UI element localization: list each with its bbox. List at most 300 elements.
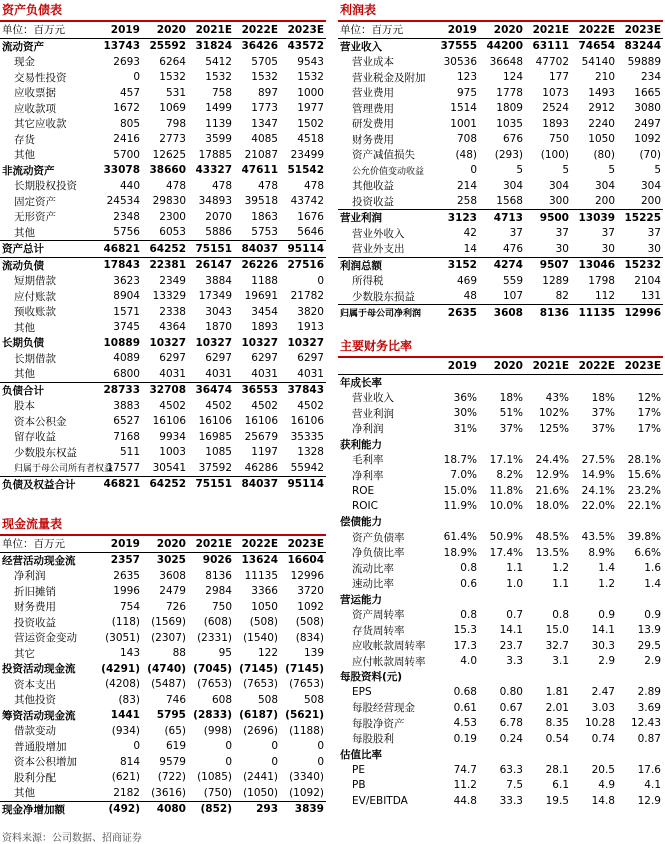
row-label: 借款变动 <box>14 725 56 738</box>
cell-value: 0.8 <box>552 608 569 621</box>
cell-value: 5 <box>516 164 523 177</box>
row-label: 营运能力 <box>340 593 382 606</box>
row-label: 股利分配 <box>14 771 56 784</box>
cell-value: 26147 <box>188 257 234 273</box>
row-label: 应收票据 <box>14 87 56 100</box>
cell-value: 25592 <box>149 40 186 53</box>
table-row <box>0 584 326 600</box>
cell-value: 7.5 <box>506 779 523 792</box>
cell-value: 6297 <box>205 352 232 365</box>
row-label: 应付账款 <box>14 290 56 303</box>
unit-label: 单位：百万元 <box>0 22 96 38</box>
cell-value: (1092) <box>289 786 324 799</box>
cell-value: 0.9 <box>598 608 615 621</box>
cell-value: 9579 <box>159 755 186 768</box>
cell-value: 43.5% <box>581 531 615 544</box>
cell-value: 9934 <box>159 430 186 443</box>
cell-value: 107 <box>502 290 523 303</box>
cell-value: 1035 <box>496 117 523 130</box>
table-row <box>0 398 326 414</box>
row-label: 应付帐款周转率 <box>352 655 426 668</box>
cell-value: 608 <box>211 693 232 706</box>
table-row <box>338 483 663 499</box>
cell-value <box>433 374 479 390</box>
table-row <box>338 132 663 148</box>
cell-value: 44200 <box>486 40 523 53</box>
table-row <box>338 747 663 763</box>
cell-value: 9543 <box>297 55 324 68</box>
cell-value: 31824 <box>195 40 232 53</box>
cell-value: (492) <box>96 801 142 817</box>
table-row <box>0 101 326 117</box>
cell-value: 1.81 <box>545 686 569 699</box>
cell-value: 304 <box>640 179 661 192</box>
cell-value <box>571 747 617 763</box>
cell-value: 11.2 <box>453 779 477 792</box>
cell-value: 25679 <box>244 430 278 443</box>
cell-value: 1502 <box>297 117 324 130</box>
cell-value: 4502 <box>297 399 324 412</box>
cell-value: 21782 <box>290 290 324 303</box>
cell-value: 814 <box>119 755 140 768</box>
cell-value: 6297 <box>159 352 186 365</box>
cell-value: 17843 <box>96 257 142 273</box>
cell-value: 1441 <box>110 709 140 722</box>
table-row <box>0 785 326 801</box>
cell-value: 508 <box>303 693 324 706</box>
table-row <box>338 101 663 117</box>
cell-value: (1569) <box>151 616 186 629</box>
cell-value: 39.8% <box>627 531 661 544</box>
cell-value: 12996 <box>617 305 663 321</box>
row-label: 研发费用 <box>352 118 394 131</box>
cell-value: 975 <box>456 86 477 99</box>
cell-value: 43742 <box>290 195 324 208</box>
cell-value: 17.4% <box>489 546 523 559</box>
cell-value: 0.8 <box>460 608 477 621</box>
row-label: 短期借款 <box>14 275 56 288</box>
cell-value: 75151 <box>188 241 234 258</box>
table-row <box>338 561 663 577</box>
row-label: EPS <box>352 686 372 699</box>
row-label: 营业利润 <box>352 407 394 420</box>
cell-value <box>433 747 479 763</box>
year-header: 2019 <box>433 22 479 38</box>
cell-value: 15.6% <box>627 469 661 482</box>
income-panel <box>338 0 663 321</box>
table-row <box>0 85 326 101</box>
row-label: ROIC <box>352 500 378 513</box>
year-header: 2020 <box>142 22 188 38</box>
row-label: 净利润 <box>352 423 384 436</box>
table-row <box>338 38 663 54</box>
cell-value <box>617 669 663 685</box>
cell-value: 83244 <box>624 40 661 53</box>
cell-value: 1773 <box>251 102 278 115</box>
row-label: 其他 <box>14 787 35 800</box>
cell-value: 28.1% <box>627 453 661 466</box>
cell-value: (2696) <box>243 724 278 737</box>
cell-value: 43% <box>545 391 569 404</box>
cell-value: (722) <box>157 771 186 784</box>
cell-value: 2357 <box>110 554 140 567</box>
cell-value: 1092 <box>297 600 324 613</box>
table-row <box>0 241 326 258</box>
row-label: EV/EBITDA <box>352 794 408 807</box>
cell-value: 13039 <box>571 210 617 226</box>
cell-value: 1085 <box>205 446 232 459</box>
year-header: 2019 <box>96 536 142 552</box>
row-label: 其他 <box>14 149 35 162</box>
cell-value: 11.8% <box>489 484 523 497</box>
cell-value: 17885 <box>198 148 232 161</box>
cell-value: 4502 <box>251 399 278 412</box>
cell-value: 0.61 <box>453 701 477 714</box>
cell-value: 3.3 <box>506 655 523 668</box>
row-label: 其他 <box>14 368 35 381</box>
table-row <box>338 731 663 747</box>
cell-value: 508 <box>257 693 278 706</box>
cell-value: 1347 <box>251 117 278 130</box>
cell-value: 10.28 <box>584 717 615 730</box>
cell-value: 3720 <box>297 585 324 598</box>
table-row <box>338 116 663 132</box>
cell-value: 18.7% <box>443 453 477 466</box>
cell-value: 23.2% <box>627 484 661 497</box>
cell-value: (3051) <box>105 631 140 644</box>
row-label: 营业收入 <box>352 392 394 405</box>
cell-value: 1092 <box>634 133 661 146</box>
cell-value: 6527 <box>113 415 140 428</box>
cell-value: 1000 <box>297 86 324 99</box>
cell-value: 47611 <box>241 164 278 177</box>
table-row <box>0 382 326 398</box>
row-label: 管理费用 <box>352 102 394 115</box>
cash-flow-title: 现金流量表 <box>0 514 326 536</box>
year-header: 2022E <box>234 22 280 38</box>
cell-value: 125% <box>538 422 569 435</box>
row-label: 少数股东权益 <box>14 446 77 459</box>
row-label: 财务费用 <box>14 601 56 614</box>
row-label: 普通股增加 <box>14 740 67 753</box>
cell-value: 4518 <box>297 133 324 146</box>
cell-value: 2912 <box>588 102 615 115</box>
cell-value: (7653) <box>197 678 232 691</box>
cell-value: 16106 <box>152 415 186 428</box>
cell-value: 1778 <box>496 86 523 99</box>
table-row <box>0 801 326 817</box>
row-label: 净利率 <box>352 469 384 482</box>
cell-value: 1.4 <box>598 562 615 575</box>
cell-value: 6297 <box>297 352 324 365</box>
cell-value: 1798 <box>588 274 615 287</box>
cell-value: 3123 <box>433 210 479 226</box>
cell-value: 51542 <box>287 164 324 177</box>
cell-value: (852) <box>188 801 234 817</box>
row-label: 净负债比率 <box>352 547 405 560</box>
row-label: 营业税金及附加 <box>352 71 426 84</box>
row-label: 年成长率 <box>340 376 382 389</box>
cell-value <box>525 592 571 608</box>
table-row <box>338 716 663 732</box>
cell-value: 9507 <box>525 257 571 273</box>
cell-value <box>479 514 525 530</box>
table-row <box>0 320 326 336</box>
table-row <box>0 692 326 708</box>
cell-value: 22.0% <box>581 500 615 513</box>
table-row <box>338 685 663 701</box>
cell-value: 2.89 <box>637 686 661 699</box>
table-row <box>338 576 663 592</box>
cell-value: 3.03 <box>591 701 615 714</box>
row-label: 资产总计 <box>0 241 96 258</box>
cell-value: 1069 <box>159 102 186 115</box>
row-label: 估值比率 <box>340 748 382 761</box>
cell-value: 1197 <box>251 446 278 459</box>
cell-value: 3608 <box>159 569 186 582</box>
cell-value: 36648 <box>489 55 523 68</box>
cell-value: 2.9 <box>598 655 615 668</box>
cell-value: 200 <box>594 195 615 208</box>
cell-value: 304 <box>502 179 523 192</box>
cell-value: 15.0% <box>443 484 477 497</box>
table-row <box>0 289 326 305</box>
cell-value: 478 <box>303 179 324 192</box>
row-label: 营业利润 <box>338 210 433 226</box>
cell-value: 20.5 <box>591 763 615 776</box>
cell-value: 28733 <box>96 382 142 398</box>
cell-value: 4089 <box>113 352 140 365</box>
cell-value: 59889 <box>627 55 661 68</box>
cell-value: 36474 <box>188 382 234 398</box>
table-row <box>0 366 326 382</box>
cell-value <box>571 514 617 530</box>
cell-value: 122 <box>257 647 278 660</box>
cell-value: 2348 <box>113 210 140 223</box>
cell-value: 3043 <box>205 305 232 318</box>
cell-value: 46821 <box>96 241 142 258</box>
cell-value: (65) <box>164 724 186 737</box>
row-label: 负债合计 <box>0 382 96 398</box>
cell-value: 2416 <box>113 133 140 146</box>
cell-value: 1893 <box>251 321 278 334</box>
row-label: 存货 <box>14 133 35 146</box>
row-label: 资产减值损失 <box>352 149 415 162</box>
cell-value: 16985 <box>198 430 232 443</box>
table-row <box>0 257 326 273</box>
cell-value: 4080 <box>142 801 188 817</box>
table-row <box>0 273 326 289</box>
year-header: 2021E <box>188 536 234 552</box>
cell-value: 27516 <box>280 257 326 273</box>
cell-value: 15232 <box>617 257 663 273</box>
cell-value: 31% <box>453 422 477 435</box>
row-label: 每股股利 <box>352 733 394 746</box>
cell-value: 29830 <box>152 195 186 208</box>
table-row <box>0 661 326 677</box>
table-row <box>338 178 663 194</box>
cell-value: 478 <box>211 179 232 192</box>
cell-value: 3608 <box>479 305 525 321</box>
cell-value: 7.0% <box>450 469 477 482</box>
cell-value: 12% <box>637 391 661 404</box>
year-header: 2022E <box>234 536 280 552</box>
cell-value: 7168 <box>113 430 140 443</box>
table-row <box>0 445 326 461</box>
table-row <box>0 615 326 631</box>
table-row <box>0 599 326 615</box>
table-row <box>338 778 663 794</box>
cell-value: 750 <box>548 133 569 146</box>
cell-value <box>525 514 571 530</box>
cell-value: (7145) <box>285 662 324 675</box>
cell-value: 2773 <box>159 133 186 146</box>
cell-value: 10327 <box>149 336 186 349</box>
row-label: 利润总额 <box>338 257 433 273</box>
cell-value: (118) <box>111 616 140 629</box>
table-row <box>338 499 663 515</box>
cell-value: 17349 <box>198 290 232 303</box>
cell-value: 30 <box>647 242 661 255</box>
row-label: 少数股东损益 <box>352 290 415 303</box>
cell-value: 6264 <box>159 55 186 68</box>
table-row <box>338 700 663 716</box>
cell-value: 95114 <box>280 476 326 492</box>
cell-value: 0 <box>317 740 324 753</box>
cell-value: 4502 <box>159 399 186 412</box>
cell-value: 63.3 <box>499 763 523 776</box>
unit-label: 单位：百万元 <box>0 536 96 552</box>
cell-value: 4031 <box>251 367 278 380</box>
cell-value: (3616) <box>151 786 186 799</box>
cell-value: 26226 <box>234 257 280 273</box>
cell-value: (7045) <box>193 662 232 675</box>
cell-value: 88 <box>172 647 186 660</box>
cell-value: (5621) <box>285 709 324 722</box>
table-row <box>0 163 326 179</box>
cell-value: 0 <box>133 740 140 753</box>
cell-value: 10327 <box>287 336 324 349</box>
cell-value: 4274 <box>479 257 525 273</box>
row-label: 速动比率 <box>352 578 394 591</box>
cell-value: 3080 <box>634 102 661 115</box>
cell-value: 0.24 <box>499 732 523 745</box>
cell-value: 4.0 <box>460 655 477 668</box>
cell-value <box>617 514 663 530</box>
cell-value: 44.8 <box>453 794 477 807</box>
cell-value: 3839 <box>280 801 326 817</box>
row-label: 非流动资产 <box>2 164 55 177</box>
cell-value: (7145) <box>239 662 278 675</box>
table-row <box>338 592 663 608</box>
cell-value: 5700 <box>113 148 140 161</box>
cell-value: 1977 <box>297 102 324 115</box>
row-label: 投资活动现金流 <box>2 663 76 676</box>
cell-value: 8.2% <box>496 469 523 482</box>
cell-value: 13046 <box>571 257 617 273</box>
cell-value <box>617 374 663 390</box>
cell-value <box>479 437 525 453</box>
cell-value: 13329 <box>152 290 186 303</box>
cell-value: 1050 <box>588 133 615 146</box>
table-row <box>0 351 326 367</box>
table-row <box>338 241 663 257</box>
cell-value: 476 <box>502 242 523 255</box>
cell-value: 32708 <box>142 382 188 398</box>
cash-flow-panel <box>0 514 326 817</box>
row-label: 投资收益 <box>14 616 56 629</box>
table-row <box>338 289 663 305</box>
table-row <box>338 654 663 670</box>
cell-value: 798 <box>165 117 186 130</box>
cell-value: 4713 <box>479 210 525 226</box>
cell-value: 3.1 <box>552 655 569 668</box>
table-row <box>0 723 326 739</box>
cell-value: 33.3 <box>499 794 523 807</box>
cell-value: 1568 <box>496 195 523 208</box>
row-label: 资本公积金 <box>14 415 67 428</box>
cell-value: (3340) <box>289 771 324 784</box>
cell-value: 18% <box>591 391 615 404</box>
table-row <box>0 304 326 320</box>
cell-value: 12996 <box>290 569 324 582</box>
row-label: 折旧摊销 <box>14 585 56 598</box>
cell-value: 13.5% <box>535 546 569 559</box>
cell-value: 2.47 <box>591 686 615 699</box>
cell-value: 5 <box>654 164 661 177</box>
cell-value: (4208) <box>105 678 140 691</box>
cell-value: (508) <box>295 616 324 629</box>
table-row <box>338 545 663 561</box>
table-header-row <box>0 22 326 38</box>
table-row <box>338 530 663 546</box>
cell-value: 0 <box>271 755 278 768</box>
cell-value: 6297 <box>251 352 278 365</box>
cell-value: (508) <box>249 616 278 629</box>
row-label: 流动比率 <box>352 562 394 575</box>
cell-value: 478 <box>165 179 186 192</box>
cell-value: 34893 <box>198 195 232 208</box>
table-row <box>0 225 326 241</box>
table-row <box>0 429 326 445</box>
cell-value: 54140 <box>581 55 615 68</box>
cell-value: 124 <box>502 71 523 84</box>
table-row <box>338 163 663 179</box>
table-row <box>0 116 326 132</box>
cell-value: 29.5 <box>637 639 661 652</box>
cell-value: 33078 <box>103 164 140 177</box>
row-label: 流动负债 <box>0 257 96 273</box>
cell-value: 74.7 <box>453 763 477 776</box>
table-row <box>338 669 663 685</box>
cell-value: 28.1 <box>545 763 569 776</box>
row-label: 负债及权益合计 <box>0 476 96 492</box>
cell-value: 1328 <box>297 446 324 459</box>
cell-value: 22.1% <box>627 500 661 513</box>
cell-value: (6187) <box>239 709 278 722</box>
cell-value: (80) <box>593 148 615 161</box>
cell-value: 0 <box>317 274 324 287</box>
cell-value: 63111 <box>532 40 569 53</box>
cell-value: (2331) <box>197 631 232 644</box>
cell-value: 210 <box>594 71 615 84</box>
cell-value: 1.2 <box>552 562 569 575</box>
cell-value <box>433 669 479 685</box>
row-label: ROE <box>352 484 375 497</box>
cell-value: 5 <box>562 164 569 177</box>
cell-value: 754 <box>119 600 140 613</box>
table-row <box>0 646 326 662</box>
